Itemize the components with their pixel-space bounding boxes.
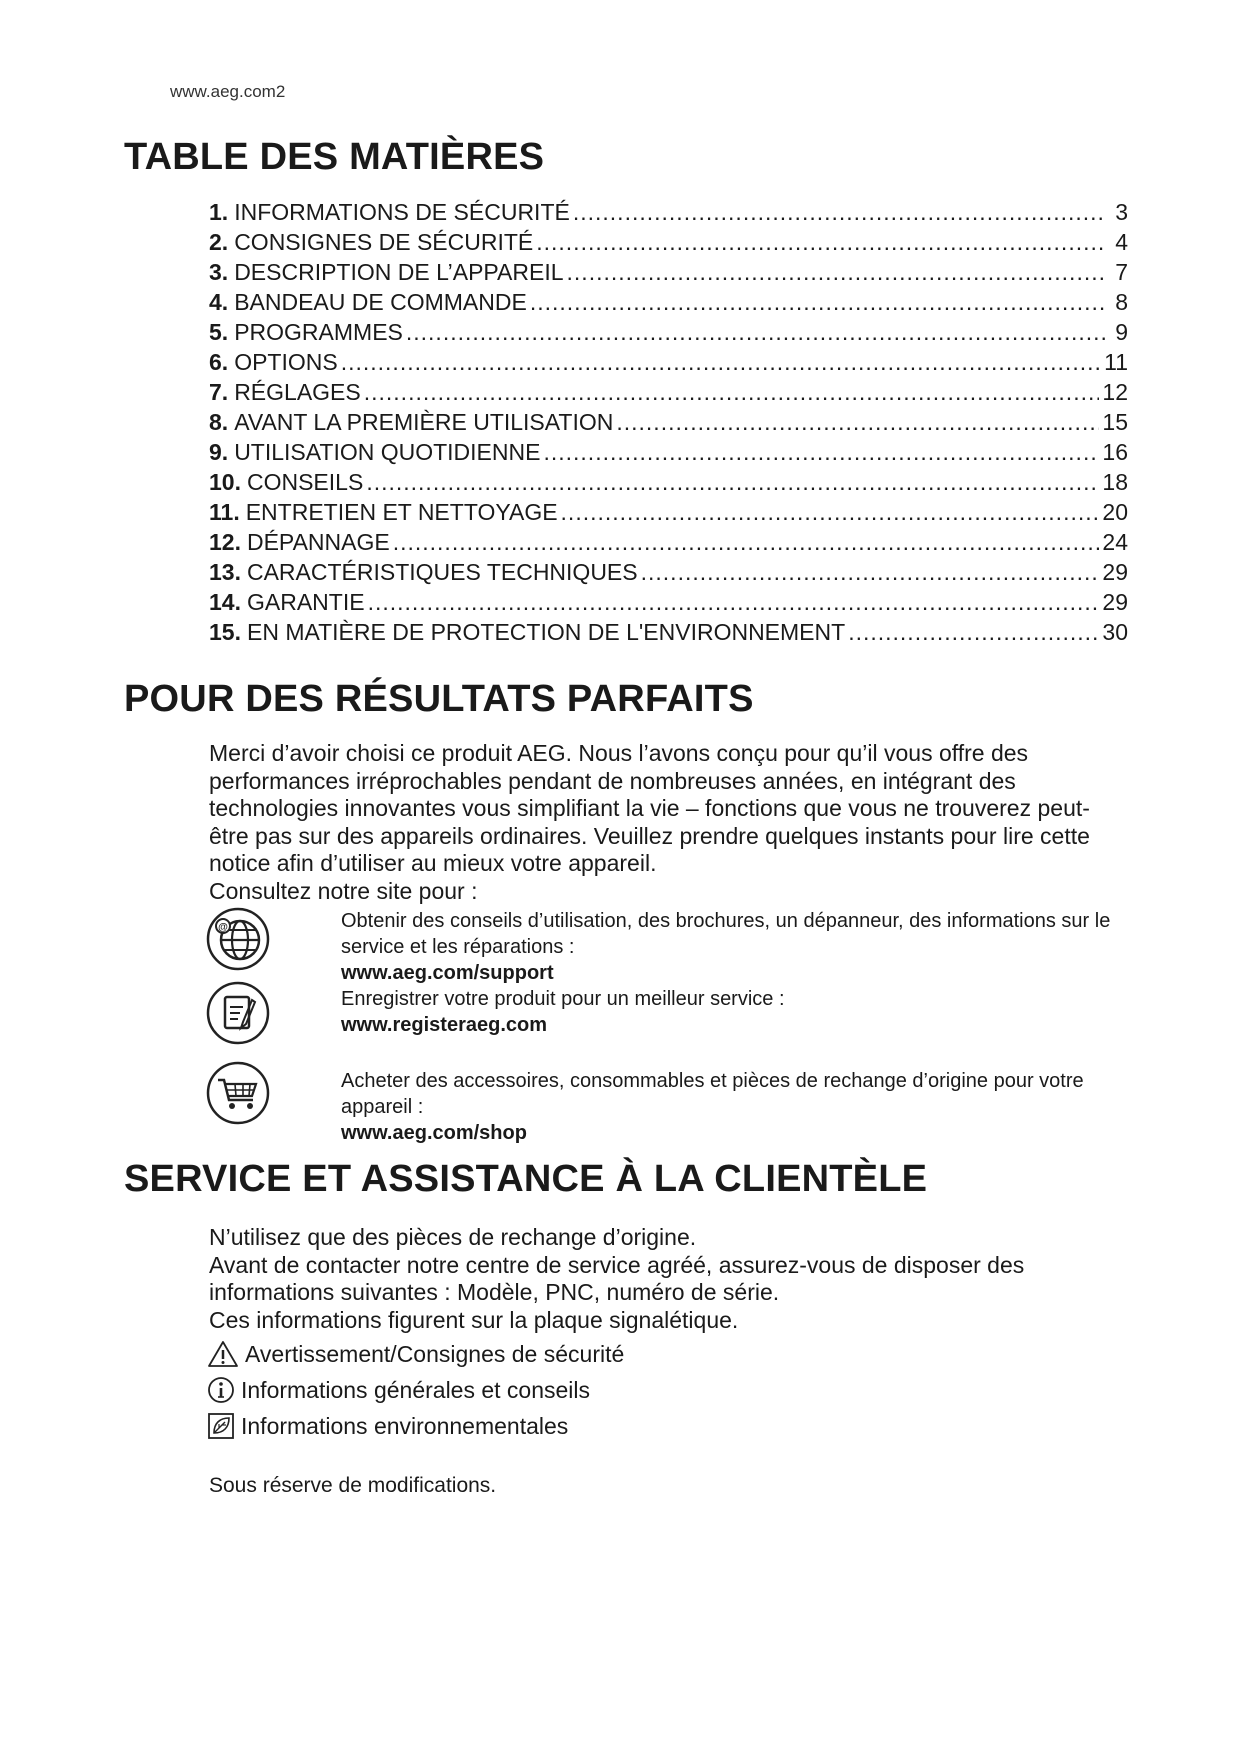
toc-number: 10. xyxy=(209,469,241,495)
service-line: N’utilisez que des pièces de rechange d’origine. xyxy=(209,1224,697,1250)
toc-number: 6. xyxy=(209,349,229,375)
toc-label: CONSEILS xyxy=(246,469,364,495)
toc-page: 12 xyxy=(1102,379,1128,405)
register-link[interactable]: www.registeraeg.com xyxy=(341,1014,547,1036)
symbol-legend xyxy=(207,1336,624,1444)
toc-item[interactable] xyxy=(209,259,1128,289)
link-description: Obtenir des conseils d’utilisation, des brochures, un dépanneur, des informations sur le service et les réparations : xyxy=(341,910,1111,958)
toc-label: GARANTIE xyxy=(246,589,365,615)
service-line: Avant de contacter notre centre de service agréé, assurez-vous de disposer des informations suivantes : Modèle, PNC, numéro de série. xyxy=(209,1251,1025,1305)
toc-leader xyxy=(848,619,1099,646)
toc-leader xyxy=(406,319,1105,346)
toc-page: 29 xyxy=(1102,559,1128,585)
link-description: Acheter des accessoires, consommables et pièces de rechange d’origine pour votre appareil : xyxy=(341,1070,1084,1118)
toc-title: TABLE DES MATIÈRES xyxy=(124,136,545,178)
register-icon xyxy=(205,980,271,1046)
toc-item[interactable] xyxy=(209,289,1128,319)
toc-page: 16 xyxy=(1102,439,1128,465)
environment-icon xyxy=(207,1412,235,1440)
legend-label: Informations environnementales xyxy=(241,1412,569,1439)
toc-number: 5. xyxy=(209,319,229,345)
toc-number: 1. xyxy=(209,199,229,225)
toc-item[interactable] xyxy=(209,559,1128,589)
toc-leader xyxy=(543,439,1099,466)
toc-leader xyxy=(573,199,1105,226)
toc-leader xyxy=(567,259,1105,286)
toc-leader xyxy=(616,409,1099,436)
toc-item[interactable] xyxy=(209,379,1128,409)
shop-link[interactable]: www.aeg.com/shop xyxy=(341,1122,527,1144)
toc-leader xyxy=(561,499,1100,526)
toc-number: 14. xyxy=(209,589,241,615)
toc-page: 30 xyxy=(1102,619,1128,645)
results-title: POUR DES RÉSULTATS PARFAITS xyxy=(124,678,754,720)
toc-label: UTILISATION QUOTIDIENNE xyxy=(234,439,541,465)
link-support xyxy=(205,908,1125,986)
toc-label: AVANT LA PREMIÈRE UTILISATION xyxy=(234,409,614,435)
toc-number: 13. xyxy=(209,559,241,585)
toc-number: 12. xyxy=(209,529,241,555)
toc-item[interactable] xyxy=(209,499,1128,529)
toc-label: RÉGLAGES xyxy=(234,379,361,405)
toc-leader xyxy=(530,289,1105,316)
toc-item[interactable] xyxy=(209,349,1128,379)
toc-label: CONSIGNES DE SÉCURITÉ xyxy=(234,229,534,255)
toc-item[interactable] xyxy=(209,619,1128,649)
toc-label: INFORMATIONS DE SÉCURITÉ xyxy=(234,199,570,225)
toc-leader xyxy=(368,589,1100,616)
legend-info xyxy=(207,1372,624,1408)
toc-number: 4. xyxy=(209,289,229,315)
toc-item[interactable] xyxy=(209,589,1128,619)
toc-item[interactable] xyxy=(209,409,1128,439)
legend-warning xyxy=(207,1336,624,1372)
info-icon xyxy=(207,1376,235,1404)
service-text xyxy=(209,1224,1129,1334)
toc-leader xyxy=(366,469,1099,496)
toc-number: 2. xyxy=(209,229,229,255)
toc-label: BANDEAU DE COMMANDE xyxy=(234,289,527,315)
svg-text:@: @ xyxy=(218,922,228,933)
toc-label: PROGRAMMES xyxy=(234,319,403,345)
toc-label: EN MATIÈRE DE PROTECTION DE L'ENVIRONNEMENT xyxy=(246,619,846,645)
toc-page: 11 xyxy=(1104,349,1128,375)
legend-environment xyxy=(207,1408,624,1444)
consult-line: Consultez notre site pour : xyxy=(209,877,478,904)
cart-icon xyxy=(205,1060,271,1126)
table-of-contents xyxy=(209,199,1128,649)
legend-label: Informations générales et conseils xyxy=(241,1376,591,1403)
link-shop xyxy=(205,1068,1125,1148)
toc-leader xyxy=(536,229,1105,256)
toc-item[interactable] xyxy=(209,439,1128,469)
toc-number: 3. xyxy=(209,259,229,285)
toc-item[interactable] xyxy=(209,199,1128,229)
link-register xyxy=(205,986,1125,1068)
service-title: SERVICE ET ASSISTANCE À LA CLIENTÈLE xyxy=(124,1158,928,1200)
toc-page: 4 xyxy=(1115,229,1128,255)
toc-page: 8 xyxy=(1115,289,1128,315)
toc-page: 29 xyxy=(1102,589,1128,615)
toc-label: CARACTÉRISTIQUES TECHNIQUES xyxy=(246,559,638,585)
toc-label: DÉPANNAGE xyxy=(246,529,390,555)
toc-number: 15. xyxy=(209,619,241,645)
toc-leader xyxy=(364,379,1100,406)
warning-icon xyxy=(207,1340,239,1368)
website-links xyxy=(205,908,1125,1148)
toc-label: DESCRIPTION DE L’APPAREIL xyxy=(234,259,564,285)
toc-leader xyxy=(641,559,1100,586)
toc-page: 15 xyxy=(1102,409,1128,435)
toc-item[interactable] xyxy=(209,469,1128,499)
toc-number: 8. xyxy=(209,409,229,435)
toc-page: 9 xyxy=(1115,319,1128,345)
toc-label: OPTIONS xyxy=(234,349,338,375)
footer-note: Sous réserve de modifications. xyxy=(209,1474,497,1497)
toc-leader xyxy=(393,529,1100,556)
link-description: Enregistrer votre produit pour un meilleur service : xyxy=(341,988,785,1010)
intro-paragraph: Merci d’avoir choisi ce produit AEG. Nous l’avons conçu pour qu’il vous offre des performances irréprochables pendant de nombreuses années, en intégrant des technologies innovantes vous simplifiant la vie – fonctions que vous ne trouverez peut-être pas sur des appareils ordinaires. Veuillez prendre quelques instants pour lire cette notice afin d’utiliser au mieux votre appareil. xyxy=(209,740,1090,876)
toc-number: 7. xyxy=(209,379,229,405)
support-link[interactable]: www.aeg.com/support xyxy=(341,962,554,984)
toc-item[interactable] xyxy=(209,229,1128,259)
service-line: Ces informations figurent sur la plaque signalétique. xyxy=(209,1306,739,1333)
intro-text xyxy=(209,740,1109,905)
globe-icon xyxy=(205,906,271,972)
toc-item[interactable] xyxy=(209,529,1128,559)
legend-label: Avertissement/Consignes de sécurité xyxy=(245,1340,625,1367)
toc-leader xyxy=(341,349,1101,376)
toc-number: 11. xyxy=(209,499,240,525)
toc-page: 3 xyxy=(1115,199,1128,225)
toc-page: 24 xyxy=(1102,529,1128,555)
toc-page: 20 xyxy=(1102,499,1128,525)
header-url[interactable]: www.aeg.com2 xyxy=(170,82,286,101)
toc-page: 18 xyxy=(1102,469,1128,495)
toc-label: ENTRETIEN ET NETTOYAGE xyxy=(245,499,558,525)
toc-number: 9. xyxy=(209,439,229,465)
toc-item[interactable] xyxy=(209,319,1128,349)
toc-page: 7 xyxy=(1115,259,1128,285)
